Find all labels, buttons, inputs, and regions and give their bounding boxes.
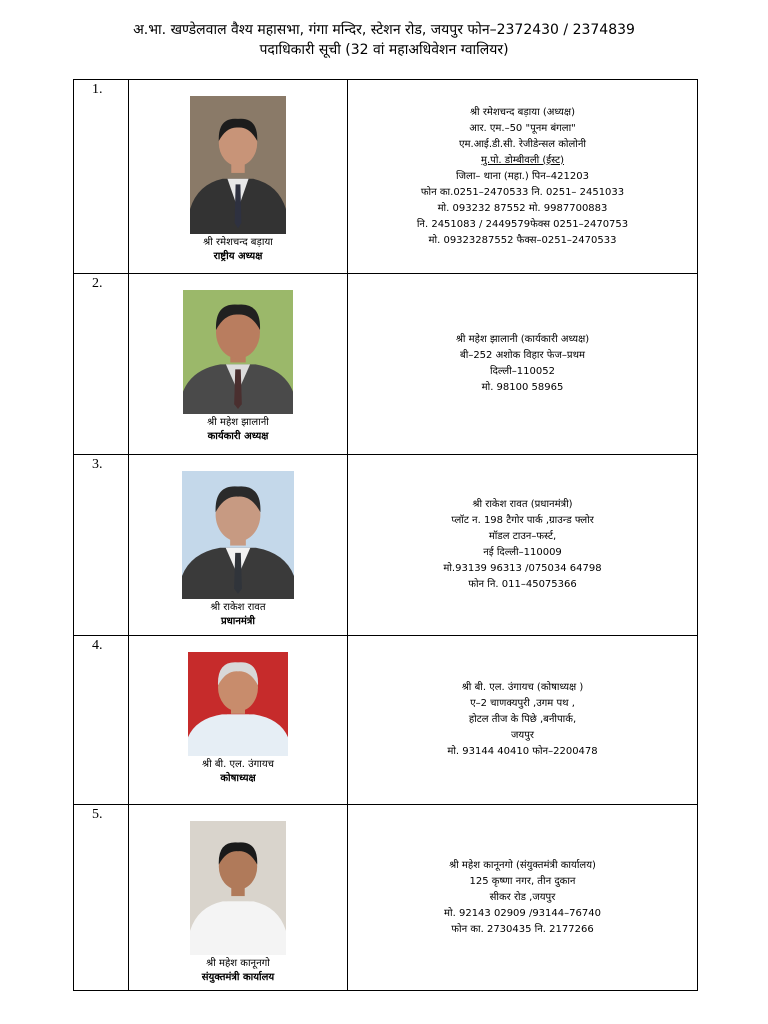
member-designation: राष्ट्रीय अध्यक्ष	[213, 251, 263, 262]
member-designation: संयुक्तमंत्री कार्यालय	[201, 972, 275, 983]
contact-line: होटल तीज के पिछे ,बनीपार्क,	[468, 714, 577, 725]
member-designation: कोषाध्यक्ष	[220, 773, 256, 784]
serial-number: 4.	[74, 636, 129, 805]
contact-line: मो.93139 96313 /075034 64798	[443, 563, 602, 574]
contact-details	[348, 80, 698, 274]
page-header	[0, 20, 768, 60]
contact-line: जयपुर	[511, 730, 534, 741]
table-row	[74, 636, 698, 805]
contact-line: श्री महेश कानूनगो (संयुक्तमंत्री कार्यालय)	[449, 859, 596, 871]
contact-line: नि. 2451083 / 2449579फेक्स 0251–2470753	[416, 218, 629, 230]
contact-line: दिल्ली–110052	[490, 366, 555, 377]
photo-cell	[129, 274, 348, 455]
member-name: श्री बी. एल. उंगायच	[201, 759, 275, 770]
photo-cell	[129, 455, 348, 636]
table-row	[74, 274, 698, 455]
contact-line: फोन का. 2730435 नि. 2177266	[451, 923, 594, 935]
contact-line: जिला– थाना (महा.) पिन–421203	[456, 170, 589, 182]
contact-line: आर. एम.–50 "पूनम बंगला"	[469, 122, 576, 134]
member-name: श्री राकेश रावत	[210, 602, 266, 613]
contact-details	[348, 274, 698, 455]
member-photo	[183, 290, 293, 414]
contact-line: मो. 93144 40410 फोन–2200478	[447, 746, 598, 757]
contact-line: श्री महेश झालानी (कार्यकारी अध्यक्ष)	[455, 334, 590, 345]
member-photo	[182, 471, 294, 599]
office-bearers-table	[73, 79, 698, 991]
contact-line: 125 कृष्णा नगर, तीन दुकान	[469, 875, 576, 887]
serial-number: 3.	[74, 455, 129, 636]
contact-line: ए–2 चाणक्यपुरी ,उगम पथ ,	[470, 698, 575, 709]
contact-line: एम.आई.डी.सी. रेजीडेन्सल कोलोनी	[459, 138, 586, 150]
contact-line: फोन का.0251–2470533 नि. 0251– 2451033	[420, 186, 625, 198]
serial-number: 5.	[74, 805, 129, 991]
contact-details	[348, 805, 698, 991]
member-name: श्री महेश झालानी	[207, 417, 269, 428]
contact-details	[348, 636, 698, 805]
contact-line: बी–252 अशोक विहार फेज–प्रथम	[460, 350, 585, 361]
contact-line: फोन नि. 011–45075366	[468, 579, 577, 590]
table-row	[74, 80, 698, 274]
member-name: श्री रमेशचन्द बड़ाया	[203, 237, 273, 248]
member-photo	[188, 652, 288, 756]
member-photo	[190, 96, 286, 234]
contact-line: मॉडल टाउन–फर्स्ट,	[488, 531, 557, 542]
contact-line: श्री रमेशचन्द बड़ाया (अध्यक्ष)	[469, 106, 576, 118]
contact-line: श्री राकेश रावत (प्रधानमंत्री)	[472, 499, 573, 510]
header-line-1: अ.भा. खण्डेलवाल वैश्य महासभा, गंगा मन्दिर, स्टेशन रोड, जयपुर फोन–2372430 / 2374839	[133, 22, 635, 38]
member-name: श्री महेश कानूनगो	[206, 958, 270, 969]
serial-number: 2.	[74, 274, 129, 455]
member-designation: प्रधानमंत्री	[220, 616, 256, 627]
contact-line: मो. 093232 87552 मो. 9987700883	[437, 202, 608, 214]
member-designation: कार्यकारी अध्यक्ष	[207, 431, 269, 442]
member-photo	[190, 821, 286, 955]
contact-line: मो. 98100 58965	[481, 382, 564, 393]
photo-cell	[129, 805, 348, 991]
header-line-2: पदाधिकारी सूची (32 वां महाअधिवेशन ग्वालियर)	[259, 42, 509, 58]
contact-line: मु.पो. डोम्बीवली (ईस्ट)	[480, 154, 565, 166]
photo-cell	[129, 80, 348, 274]
photo-cell	[129, 636, 348, 805]
serial-number: 1.	[74, 80, 129, 274]
contact-line: मो. 92143 02909 /93144–76740	[444, 907, 601, 919]
contact-line: प्लॉट न. 198 टैगोर पार्क ,ग्राउन्ड फ्लोर	[451, 515, 594, 526]
contact-line: मो. 09323287552 फैक्स–0251–2470533	[428, 234, 617, 246]
table-row	[74, 805, 698, 991]
contact-details	[348, 455, 698, 636]
contact-line: सीकर रोड ,जयपुर	[489, 891, 556, 903]
table-row	[74, 455, 698, 636]
contact-line: श्री बी. एल. उंगायच (कोषाध्यक्ष )	[461, 682, 584, 693]
contact-line: नई दिल्ली–110009	[483, 547, 562, 558]
